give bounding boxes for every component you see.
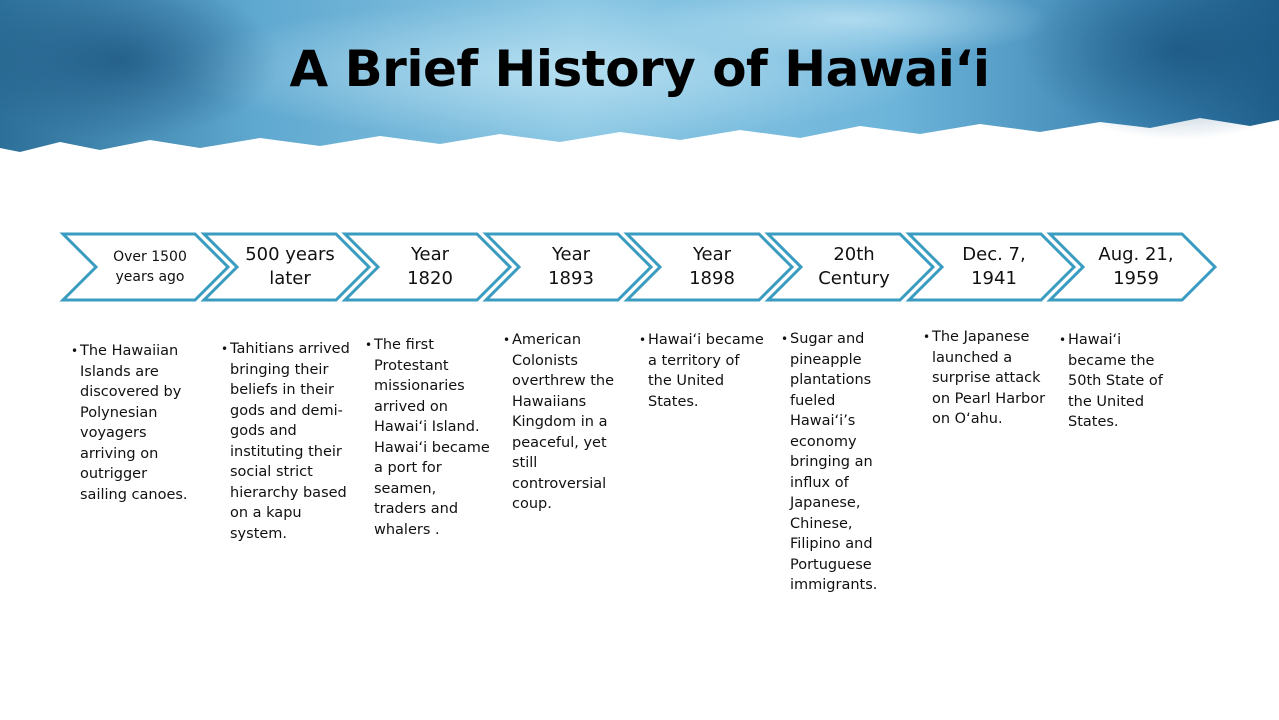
event-text-4: American Colonists overthrew the Hawaiians Kingdom in a peaceful, yet still controversial coup. [512,332,615,512]
page-title: A Brief History of Hawai‘i [289,40,990,98]
event-item-8 [1059,330,1176,433]
period-label-2: 500 years later [245,244,335,289]
event-text-1: The Hawaiian Islands are discovered by Polynesian voyagers arriving on outrigger sailing canoes. [80,343,188,503]
event-text-6: Sugar and pineapple plantations fueled Hawai‘i’s economy bringing an influx of Japanese, Chinese, Filipino and Portuguese immigrants. [790,331,878,593]
event-text-7: The Japanese launched a surprise attack on Pearl Harbor on O‘ahu. [932,329,1046,427]
bullet-icon: • [221,342,229,356]
period-label-8: Aug. 21, 1959 [1098,244,1174,289]
period-label-3: Year 1820 [407,244,453,289]
period-label-4: Year 1893 [548,244,594,289]
bullet-icon: • [923,330,931,344]
event-item-2 [221,339,350,544]
event-item-7 [923,327,1048,430]
event-item-5 [639,330,764,412]
period-label-1: Over 1500 years ago [113,249,187,285]
bullet-icon: • [1059,333,1067,347]
period-label-7: Dec. 7, 1941 [962,244,1026,289]
event-text-2: Tahitians arrived bringing their beliefs in their gods and demi-gods and instituting their social strict hierarchy based on a kapu system. [230,341,350,542]
bullet-icon: • [365,338,373,352]
event-item-4 [503,330,626,515]
event-item-6 [781,329,888,596]
bullet-icon: • [639,333,647,347]
event-text-8: Hawai‘i became the 50th State of the United States. [1068,332,1163,430]
bullet-icon: • [781,332,789,346]
period-label-5: Year 1898 [689,244,735,289]
bullet-icon: • [71,344,79,358]
bullet-icon: • [503,333,511,347]
event-item-3 [365,335,490,540]
event-text-3: The first Protestant missionaries arrived on Hawai‘i Island. Hawai‘i became a port for seamen, traders and whalers . [374,337,490,538]
period-label-6: 20th Century [818,244,890,289]
event-text-5: Hawai‘i became a territory of the United States. [648,332,764,410]
event-item-1 [71,341,192,505]
